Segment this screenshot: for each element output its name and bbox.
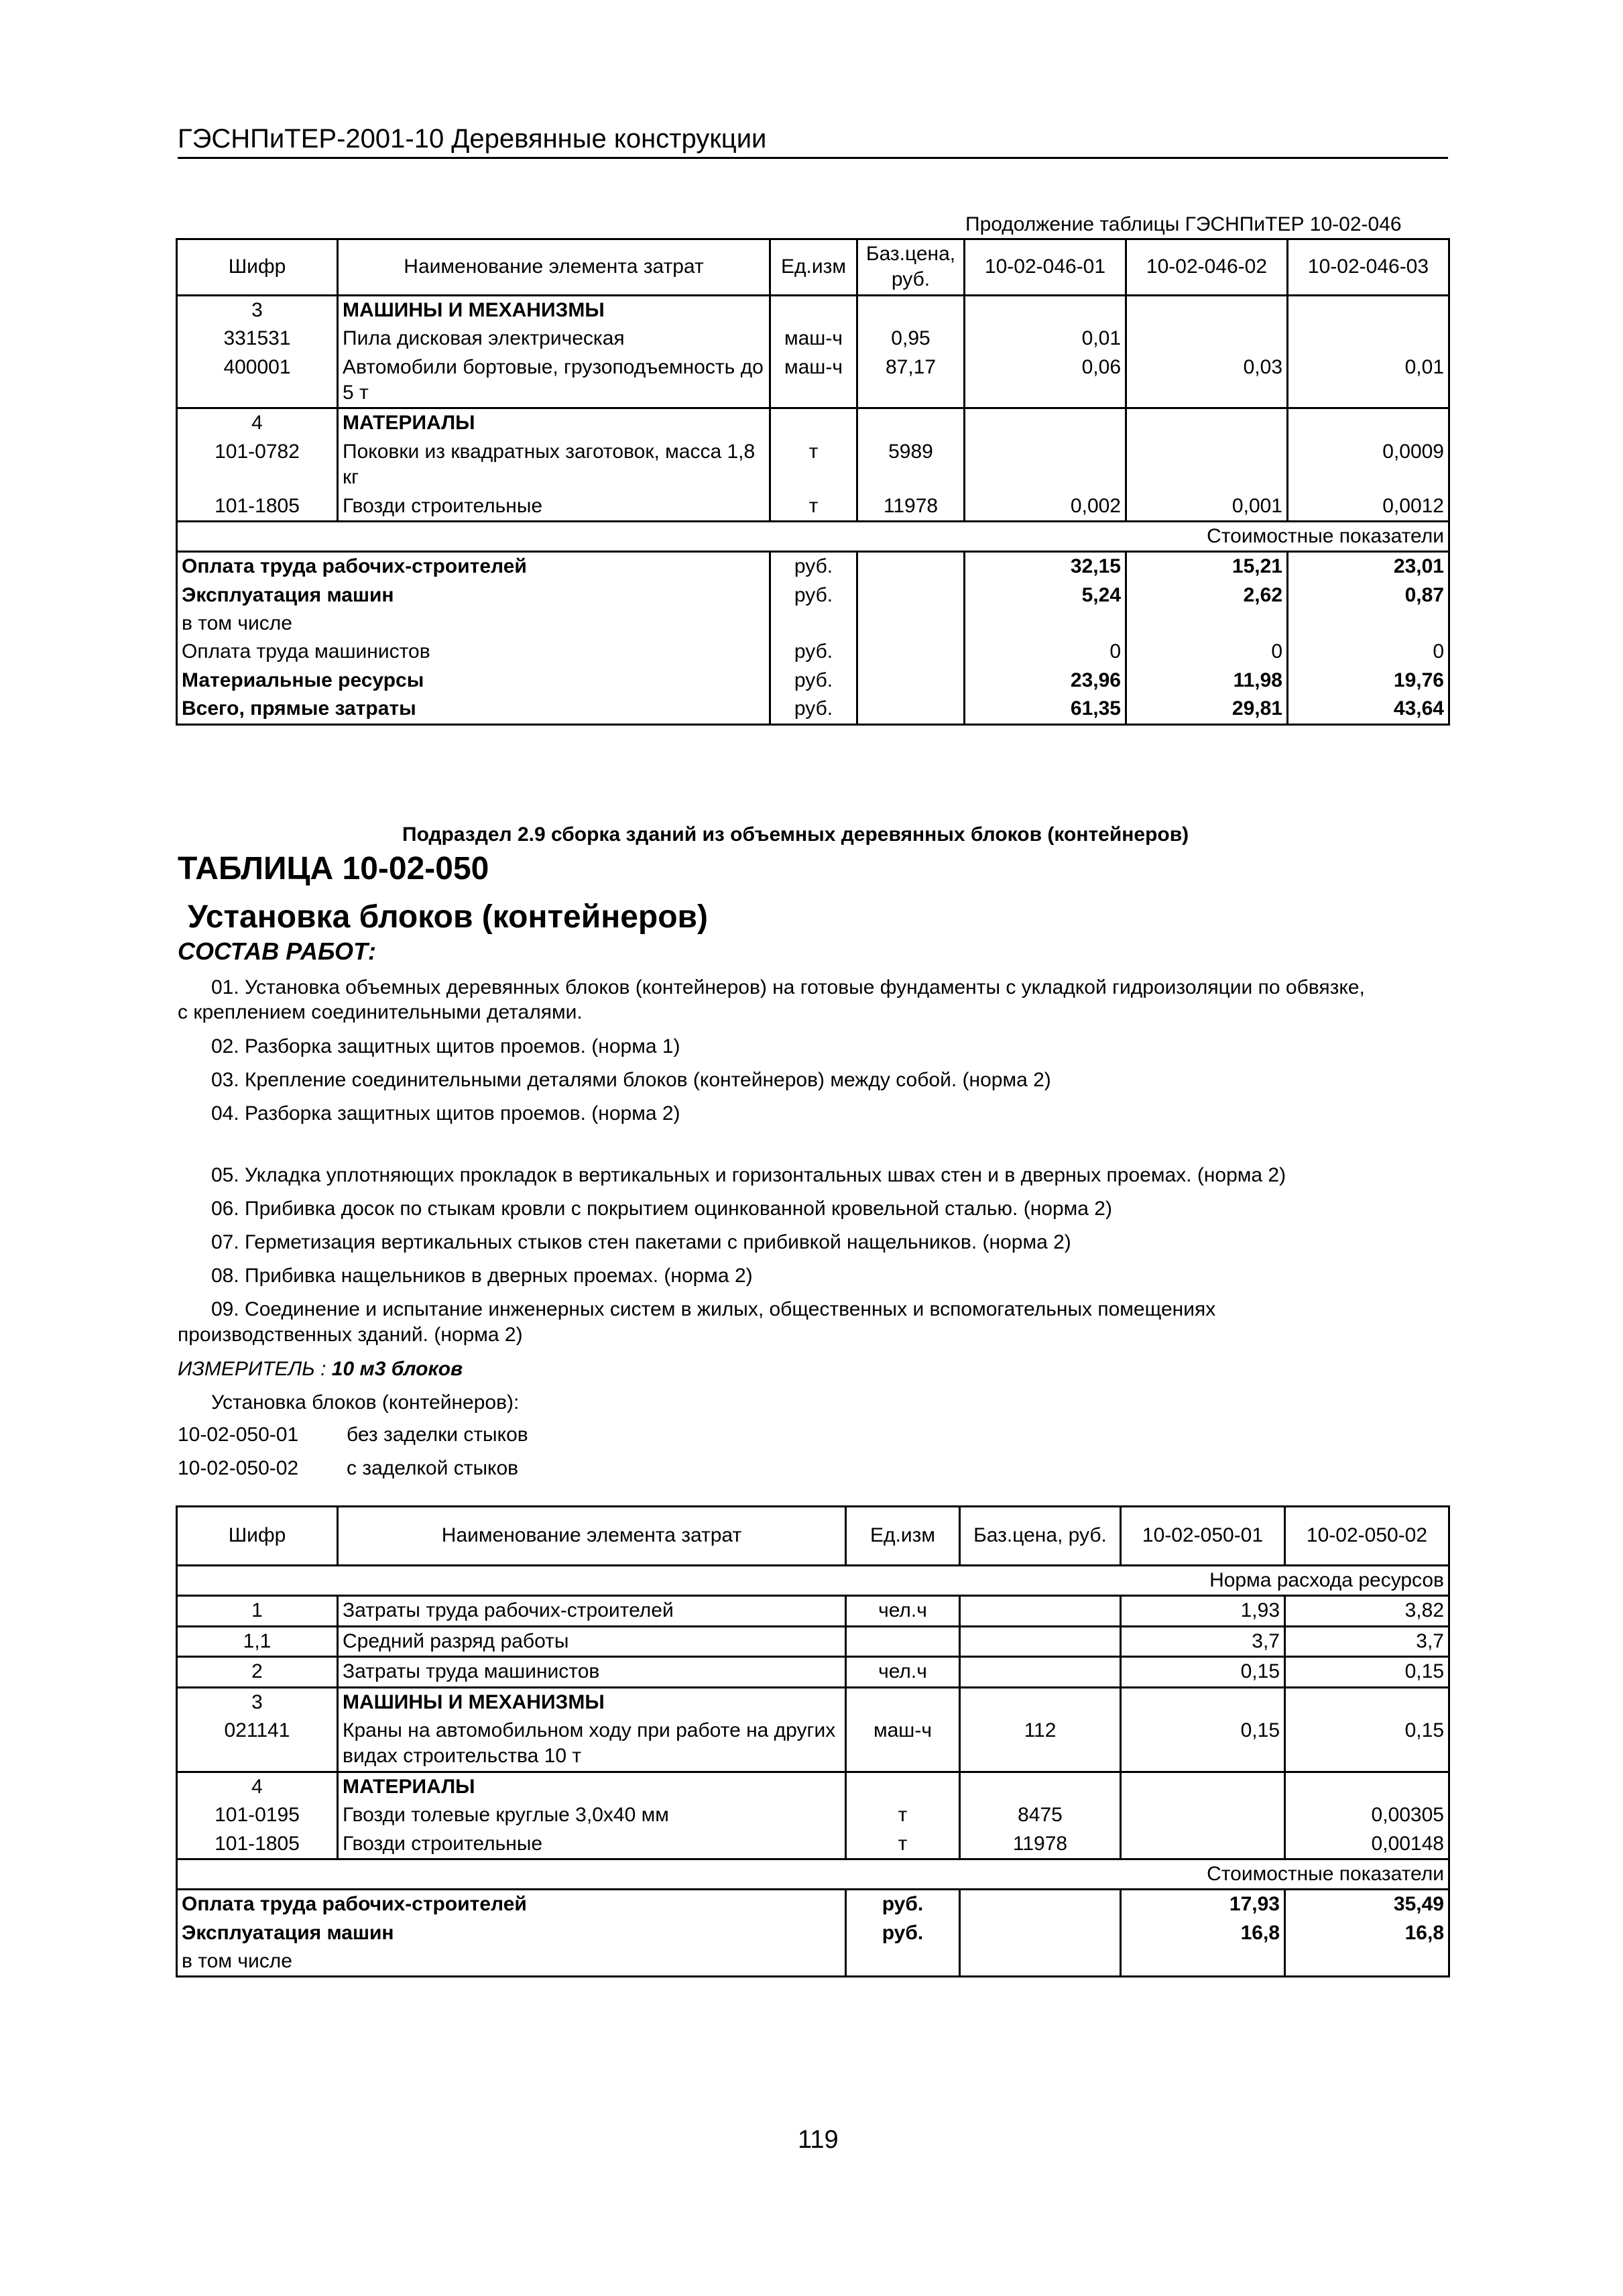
cost-name: Материальные ресурсы bbox=[177, 667, 770, 695]
cell-code: 3 bbox=[177, 1687, 338, 1717]
work-item: 02. Разборка защитных щитов проемов. (норма 1) bbox=[211, 1035, 680, 1057]
cell-value: 11,98 bbox=[1126, 667, 1288, 695]
cell-value: 43,64 bbox=[1288, 695, 1449, 724]
cost-row bbox=[177, 638, 1449, 666]
meter-line bbox=[178, 1358, 463, 1381]
cell-code: 101-0195 bbox=[177, 1801, 338, 1829]
cell-unit: маш-ч bbox=[846, 1717, 960, 1772]
page-header: ГЭСНПиТЕР-2001-10 Деревянные конструкции bbox=[178, 124, 1448, 159]
cell-code: 101-1805 bbox=[177, 1830, 338, 1859]
cell-unit bbox=[770, 610, 857, 638]
table-row bbox=[177, 1801, 1449, 1829]
cell-value: 0,01 bbox=[965, 325, 1126, 353]
cost-name: Оплата труда рабочих-строителей bbox=[177, 1890, 846, 1919]
cell-code: 101-0782 bbox=[177, 438, 338, 492]
cell-value: 0,03 bbox=[1126, 353, 1288, 408]
cost-row bbox=[177, 610, 1449, 638]
cell-value bbox=[1121, 1830, 1285, 1859]
table-row bbox=[177, 1596, 1449, 1626]
cell-value: 16,8 bbox=[1121, 1919, 1285, 1947]
variant-desc: без заделки стыков bbox=[347, 1424, 528, 1446]
cell-price bbox=[960, 1772, 1121, 1801]
cell-price bbox=[857, 638, 965, 666]
cell-value: 0,0012 bbox=[1288, 492, 1449, 522]
table-row bbox=[177, 1687, 1449, 1717]
cell-value bbox=[1121, 1772, 1285, 1801]
subsection-title: Подраздел 2.9 сборка зданий из объемных деревянных блоков (контейнеров) bbox=[402, 823, 1189, 846]
cell-unit: руб. bbox=[770, 695, 857, 724]
cell-value bbox=[1121, 1687, 1285, 1717]
cell-unit: маш-ч bbox=[770, 353, 857, 408]
cell-value bbox=[1121, 1947, 1285, 1977]
cell-price bbox=[857, 667, 965, 695]
cell-code: 101-1805 bbox=[177, 492, 338, 522]
table-row bbox=[177, 325, 1449, 353]
work-item: 09. Соединение и испытание инженерных систем в жилых, общественных и вспомогательных помещениях bbox=[211, 1298, 1216, 1320]
cost-name: Эксплуатация машин bbox=[177, 1919, 846, 1947]
cell-value bbox=[1126, 295, 1288, 325]
cell-value bbox=[1285, 1772, 1449, 1801]
cell-value: 5,24 bbox=[965, 581, 1126, 610]
cell-price bbox=[960, 1947, 1121, 1977]
cell-value: 0,15 bbox=[1121, 1657, 1285, 1687]
cell-value: 0,15 bbox=[1285, 1657, 1449, 1687]
cell-value bbox=[1285, 1687, 1449, 1717]
cost-name: Оплата труда машинистов bbox=[177, 638, 770, 666]
cell-unit: т bbox=[770, 492, 857, 522]
work-item: с креплением соединительными деталями. bbox=[178, 1001, 583, 1023]
cell-value: 0,00305 bbox=[1285, 1801, 1449, 1829]
cell-value bbox=[965, 438, 1126, 492]
cost-row bbox=[177, 552, 1449, 581]
work-item: 08. Прибивка нащельников в дверных проемах. (норма 2) bbox=[211, 1265, 753, 1287]
cell-price bbox=[857, 552, 965, 581]
cell-value: 0,001 bbox=[1126, 492, 1288, 522]
cell-value: 23,01 bbox=[1288, 552, 1449, 581]
table-title: ТАБЛИЦА 10-02-050 bbox=[178, 851, 489, 886]
work-item: 01. Установка объемных деревянных блоков (контейнеров) на готовые фундаменты с укладкой гидроизоляции по обвязке, bbox=[211, 976, 1365, 998]
cost-row bbox=[177, 1919, 1449, 1947]
cell-price bbox=[857, 408, 965, 438]
variant-code: 10-02-050-01 bbox=[178, 1424, 299, 1446]
cell-value: 0,15 bbox=[1285, 1717, 1449, 1772]
page-number: 119 bbox=[798, 2126, 839, 2154]
cell-name: МАТЕРИАЛЫ bbox=[338, 408, 770, 438]
continuation-title: Продолжение таблицы ГЭСНПиТЕР 10-02-046 bbox=[965, 213, 1402, 235]
cell-value bbox=[1285, 1947, 1449, 1977]
cell-value bbox=[1288, 295, 1449, 325]
variant-row bbox=[178, 1457, 518, 1480]
cell-value: 0 bbox=[965, 638, 1126, 666]
cell-price: 8475 bbox=[960, 1801, 1121, 1829]
cell-value bbox=[965, 408, 1126, 438]
cell-code: 331531 bbox=[177, 325, 338, 353]
cell-unit bbox=[846, 1626, 960, 1656]
cost-name: в том числе bbox=[177, 1947, 846, 1977]
cost-row bbox=[177, 1947, 1449, 1977]
cell-unit: чел.ч bbox=[846, 1657, 960, 1687]
works-heading: СОСТАВ РАБОТ: bbox=[178, 937, 376, 965]
cell-value: 0 bbox=[1126, 638, 1288, 666]
work-item: 03. Крепление соединительными деталями блоков (контейнеров) между собой. (норма 2) bbox=[211, 1069, 1051, 1091]
cell-value: 0,87 bbox=[1288, 581, 1449, 610]
cell-name: Затраты труда машинистов bbox=[338, 1657, 846, 1687]
cell-value: 0,01 bbox=[1288, 353, 1449, 408]
cost-header: Стоимостные показатели bbox=[177, 1859, 1449, 1889]
col-header-unit: Ед.изм bbox=[846, 1507, 960, 1566]
cell-value: 19,76 bbox=[1288, 667, 1449, 695]
cell-value: 32,15 bbox=[965, 552, 1126, 581]
cost-name: Эксплуатация машин bbox=[177, 581, 770, 610]
cell-value: 0,00148 bbox=[1285, 1830, 1449, 1859]
meter-label: ИЗМЕРИТЕЛЬ : bbox=[178, 1358, 326, 1380]
cell-value bbox=[1121, 1801, 1285, 1829]
cell-unit: руб. bbox=[770, 552, 857, 581]
table-row bbox=[177, 1830, 1449, 1859]
cell-value bbox=[965, 610, 1126, 638]
cell-unit: чел.ч bbox=[846, 1596, 960, 1626]
table-row bbox=[177, 408, 1449, 438]
cell-price: 5989 bbox=[857, 438, 965, 492]
cell-name: Пила дисковая электрическая bbox=[338, 325, 770, 353]
work-item: 06. Прибивка досок по стыкам кровли с покрытием оцинкованной кровельной сталью. (норма 2) bbox=[211, 1198, 1112, 1220]
table-header-row bbox=[177, 239, 1449, 296]
col-header-code: Шифр bbox=[177, 1507, 338, 1566]
cost-row bbox=[177, 1890, 1449, 1919]
cost-name: Оплата труда рабочих-строителей bbox=[177, 552, 770, 581]
resource-table-050 bbox=[176, 1505, 1450, 1977]
col-header-variant-1: 10-02-046-01 bbox=[965, 239, 1126, 296]
cell-code: 4 bbox=[177, 408, 338, 438]
cell-value bbox=[1126, 408, 1288, 438]
norm-header: Норма расхода ресурсов bbox=[177, 1566, 1449, 1596]
cell-value: 0,06 bbox=[965, 353, 1126, 408]
cell-value: 0,002 bbox=[965, 492, 1126, 522]
cell-price: 87,17 bbox=[857, 353, 965, 408]
cell-name: Краны на автомобильном ходу при работе на других видах строительства 10 т bbox=[338, 1717, 846, 1772]
cell-price bbox=[857, 610, 965, 638]
cell-value: 3,7 bbox=[1285, 1626, 1449, 1656]
cell-value: 35,49 bbox=[1285, 1890, 1449, 1919]
norm-header-row bbox=[177, 1566, 1449, 1596]
table-row bbox=[177, 492, 1449, 522]
cell-price: 112 bbox=[960, 1717, 1121, 1772]
cell-value bbox=[1288, 408, 1449, 438]
cell-price bbox=[960, 1919, 1121, 1947]
table-row bbox=[177, 438, 1449, 492]
cell-price: 0,95 bbox=[857, 325, 965, 353]
cell-unit bbox=[770, 408, 857, 438]
cell-unit: руб. bbox=[770, 581, 857, 610]
resource-table-046 bbox=[176, 238, 1450, 726]
cell-name: МАШИНЫ И МЕХАНИЗМЫ bbox=[338, 1687, 846, 1717]
cell-name: Затраты труда рабочих-строителей bbox=[338, 1596, 846, 1626]
cell-unit bbox=[846, 1772, 960, 1801]
col-header-name: Наименование элемента затрат bbox=[338, 239, 770, 296]
work-item: 04. Разборка защитных щитов проемов. (норма 2) bbox=[211, 1102, 680, 1125]
col-header-variant-2: 10-02-050-02 bbox=[1285, 1507, 1449, 1566]
work-item: 07. Герметизация вертикальных стыков стен пакетами с прибивкой нащельников. (норма 2) bbox=[211, 1231, 1071, 1253]
cell-name: Гвозди толевые круглые 3,0х40 мм bbox=[338, 1801, 846, 1829]
cell-name: Гвозди строительные bbox=[338, 1830, 846, 1859]
cell-price bbox=[960, 1596, 1121, 1626]
cell-value: 3,7 bbox=[1121, 1626, 1285, 1656]
variant-code: 10-02-050-02 bbox=[178, 1457, 299, 1479]
col-header-code: Шифр bbox=[177, 239, 338, 296]
cell-value bbox=[1288, 610, 1449, 638]
cell-price bbox=[857, 581, 965, 610]
cost-header-row bbox=[177, 1859, 1449, 1889]
cell-value: 1,93 bbox=[1121, 1596, 1285, 1626]
cell-unit bbox=[770, 295, 857, 325]
cell-price bbox=[960, 1626, 1121, 1656]
variant-desc: с заделкой стыков bbox=[347, 1457, 519, 1479]
cell-value bbox=[1126, 325, 1288, 353]
cell-value: 29,81 bbox=[1126, 695, 1288, 724]
cell-value: 0 bbox=[1288, 638, 1449, 666]
cell-unit: т bbox=[846, 1830, 960, 1859]
cell-name: МАШИНЫ И МЕХАНИЗМЫ bbox=[338, 295, 770, 325]
cell-price bbox=[960, 1890, 1121, 1919]
table-row bbox=[177, 353, 1449, 408]
cell-value: 0,0009 bbox=[1288, 438, 1449, 492]
col-header-variant-3: 10-02-046-03 bbox=[1288, 239, 1449, 296]
cost-name: Всего, прямые затраты bbox=[177, 695, 770, 724]
cell-code: 1,1 bbox=[177, 1626, 338, 1656]
cell-value: 3,82 bbox=[1285, 1596, 1449, 1626]
cell-name: Гвозди строительные bbox=[338, 492, 770, 522]
cell-name: Автомобили бортовые, грузоподъемность до 5 т bbox=[338, 353, 770, 408]
cell-value bbox=[1126, 610, 1288, 638]
cell-value: 23,96 bbox=[965, 667, 1126, 695]
cell-value bbox=[1288, 325, 1449, 353]
cell-value: 61,35 bbox=[965, 695, 1126, 724]
table-row bbox=[177, 1657, 1449, 1687]
work-item: производственных зданий. (норма 2) bbox=[178, 1324, 523, 1346]
cost-row bbox=[177, 667, 1449, 695]
cell-value: 17,93 bbox=[1121, 1890, 1285, 1919]
cell-code: 4 bbox=[177, 1772, 338, 1801]
cell-unit: т bbox=[770, 438, 857, 492]
cost-header: Стоимостные показатели bbox=[177, 521, 1449, 551]
cell-code: 3 bbox=[177, 295, 338, 325]
cell-value bbox=[1126, 438, 1288, 492]
meter-value: 10 м3 блоков bbox=[331, 1358, 463, 1380]
cell-name: Поковки из квадратных заготовок, масса 1,8 кг bbox=[338, 438, 770, 492]
col-header-variant-1: 10-02-050-01 bbox=[1121, 1507, 1285, 1566]
variants-heading: Установка блоков (контейнеров): bbox=[211, 1391, 520, 1414]
cell-value: 0,15 bbox=[1121, 1717, 1285, 1772]
cell-name: МАТЕРИАЛЫ bbox=[338, 1772, 846, 1801]
table-row bbox=[177, 1717, 1449, 1772]
table-row bbox=[177, 295, 1449, 325]
cost-row bbox=[177, 581, 1449, 610]
cell-unit: руб. bbox=[770, 638, 857, 666]
cell-value: 15,21 bbox=[1126, 552, 1288, 581]
cost-row bbox=[177, 695, 1449, 724]
table-header-row bbox=[177, 1507, 1449, 1566]
cell-unit: т bbox=[846, 1801, 960, 1829]
cell-code: 2 bbox=[177, 1657, 338, 1687]
col-header-variant-2: 10-02-046-02 bbox=[1126, 239, 1288, 296]
cell-unit: руб. bbox=[770, 667, 857, 695]
cell-unit: маш-ч bbox=[770, 325, 857, 353]
cell-unit bbox=[846, 1687, 960, 1717]
cost-name: в том числе bbox=[177, 610, 770, 638]
cell-code: 400001 bbox=[177, 353, 338, 408]
cell-value bbox=[965, 295, 1126, 325]
col-header-unit: Ед.изм bbox=[770, 239, 857, 296]
cell-price: 11978 bbox=[960, 1830, 1121, 1859]
work-item: 05. Укладка уплотняющих прокладок в вертикальных и горизонтальных швах стен и в дверных проемах. (норма 2) bbox=[211, 1164, 1286, 1186]
table-subtitle: Установка блоков (контейнеров) bbox=[188, 899, 709, 935]
cell-unit: руб. bbox=[846, 1919, 960, 1947]
variant-row bbox=[178, 1424, 528, 1446]
cost-header-row bbox=[177, 521, 1449, 551]
cell-code: 021141 bbox=[177, 1717, 338, 1772]
cell-price bbox=[960, 1687, 1121, 1717]
cell-price bbox=[857, 295, 965, 325]
cell-price bbox=[857, 695, 965, 724]
col-header-price: Баз.цена, руб. bbox=[857, 239, 965, 296]
col-header-name: Наименование элемента затрат bbox=[338, 1507, 846, 1566]
col-header-price: Баз.цена, руб. bbox=[960, 1507, 1121, 1566]
cell-price: 11978 bbox=[857, 492, 965, 522]
cell-value: 16,8 bbox=[1285, 1919, 1449, 1947]
table-row bbox=[177, 1772, 1449, 1801]
cell-unit bbox=[846, 1947, 960, 1977]
cell-value: 2,62 bbox=[1126, 581, 1288, 610]
cell-price bbox=[960, 1657, 1121, 1687]
cell-unit: руб. bbox=[846, 1890, 960, 1919]
cell-code: 1 bbox=[177, 1596, 338, 1626]
cell-name: Средний разряд работы bbox=[338, 1626, 846, 1656]
table-row bbox=[177, 1626, 1449, 1656]
